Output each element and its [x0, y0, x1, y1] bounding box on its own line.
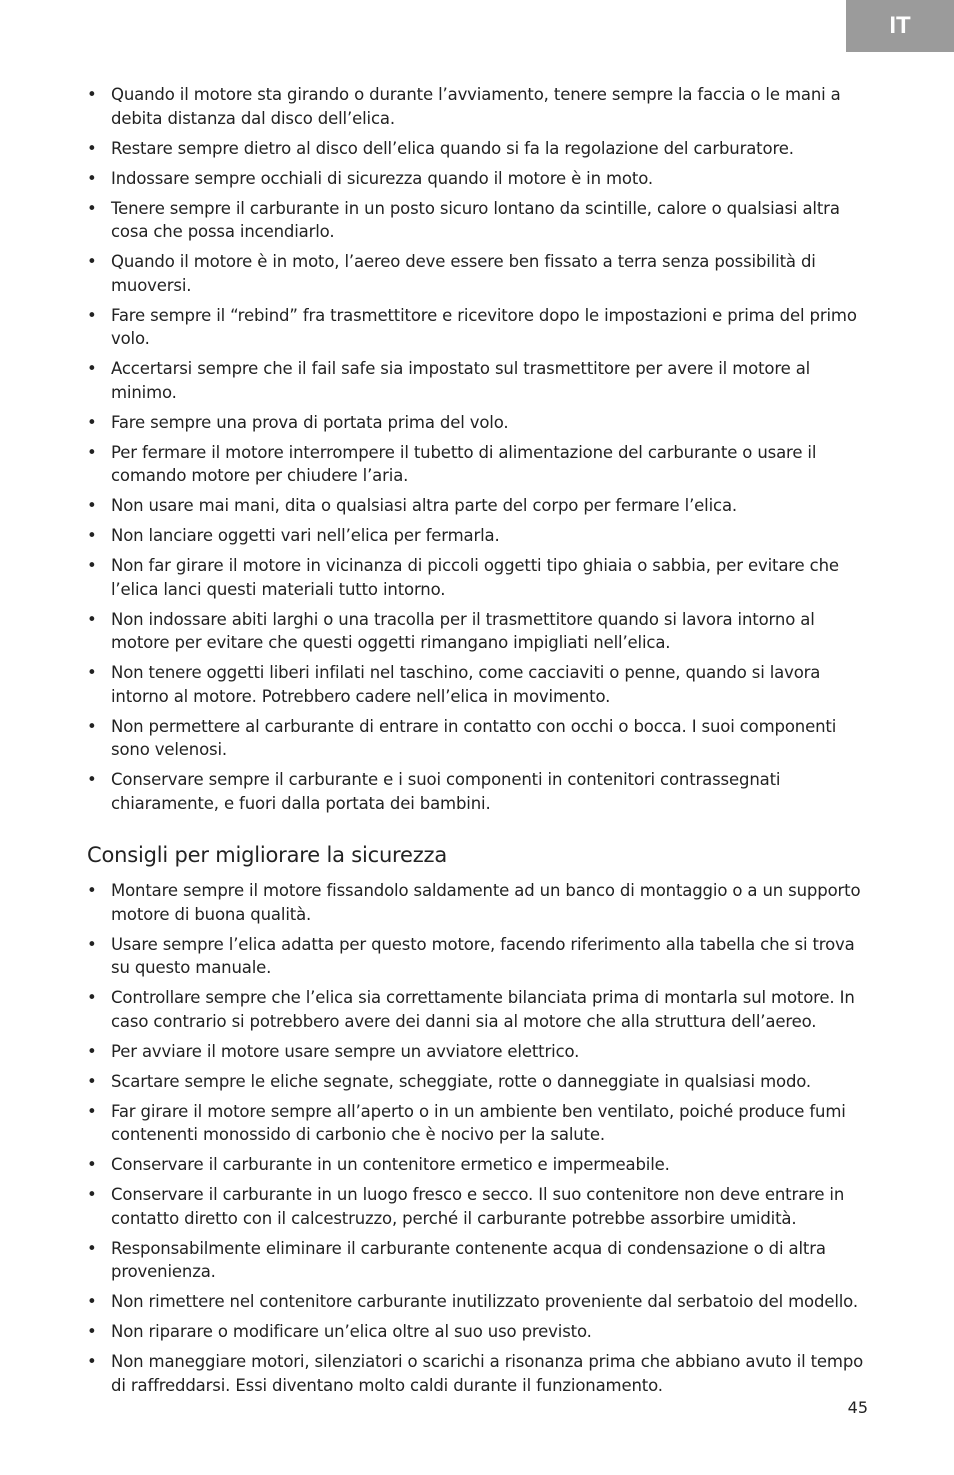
page-number: 45 [847, 1398, 868, 1417]
bullet-icon: • [87, 663, 97, 682]
bullet-icon: • [87, 1352, 97, 1371]
list-item-text: Conservare il carburante in un luogo fresco e secco. Il suo contenitore non deve entrare in contatto diretto con il calcestruzzo, perché il carburante potrebbe assorbire umidità. [111, 1185, 845, 1228]
list-item-text: Non rimettere nel contenitore carburante inutilizzato proveniente dal serbatoio del modello. [111, 1292, 858, 1311]
bullet-icon: • [87, 934, 97, 954]
list-item-text: Indossare sempre occhiali di sicurezza quando il motore è in moto. [111, 168, 653, 188]
list-item-text: Responsabilmente eliminare il carburante contenente acqua di condensazione o di altra provenienza. [111, 1238, 826, 1281]
list-item [87, 1320, 877, 1344]
bullet-icon: • [87, 1322, 97, 1341]
list-item [87, 1100, 877, 1147]
list-item [87, 411, 877, 435]
list-item [87, 524, 877, 548]
list-item-text: Fare sempre una prova di portata prima del volo. [111, 412, 509, 432]
list-item-text: Usare sempre l’elica adatta per questo motore, facendo riferimento alla tabella che si trova su questo manuale. [111, 934, 855, 977]
list-item-text: Conservare il carburante in un contenitore ermetico e impermeabile. [111, 1155, 670, 1174]
bullet-icon: • [87, 198, 97, 218]
page-content [87, 83, 877, 1404]
bullet-icon: • [87, 1185, 97, 1204]
list-item [87, 608, 877, 655]
list-item-text: Montare sempre il motore fissandolo saldamente ad un banco di montaggio o a un supporto motore di buona qualità. [111, 881, 861, 924]
list-item [87, 83, 877, 130]
bullet-icon: • [87, 442, 97, 462]
list-item [87, 715, 877, 762]
list-item-text: Quando il motore è in moto, l’aereo deve essere ben fissato a terra senza possibilità di muoversi. [111, 252, 816, 295]
list-item-text: Controllare sempre che l’elica sia correttamente bilanciata prima di montarla sul motore. In caso contrario si potrebbero avere dei danni sia al motore che alla struttura dell’aereo. [111, 988, 855, 1031]
list-item-text: Non riparare o modificare un’elica oltre al suo uso previsto. [111, 1322, 592, 1341]
bullet-icon: • [87, 1071, 97, 1091]
list-item-text: Quando il motore sta girando o durante l’avviamento, tenere sempre la faccia o le mani a debita distanza dal disco dell’elica. [111, 85, 841, 128]
bullet-icon: • [87, 988, 97, 1007]
list-item [87, 554, 877, 601]
list-item-text: Conservare sempre il carburante e i suoi componenti in contenitori contrassegnati chiaramente, e fuori dalla portata dei bambini. [111, 770, 781, 813]
section-heading: Consigli per migliorare la sicurezza [87, 843, 448, 867]
list-item-text: Non maneggiare motori, silenziatori o scarichi a risonanza prima che abbiano avuto il tempo di raffreddarsi. Essi diventano molto caldi durante il funzionamento. [111, 1352, 864, 1395]
list-item-text: Accertarsi sempre che il fail safe sia impostato sul trasmettitore per avere il motore al minimo. [111, 359, 811, 402]
bullet-icon: • [87, 716, 97, 736]
list-item-text: Restare sempre dietro al disco dell’elica quando si fa la regolazione del carburatore. [111, 138, 794, 158]
list-item [87, 494, 877, 518]
list-item [87, 661, 877, 708]
list-item [87, 441, 877, 488]
list-item-text: Tenere sempre il carburante in un posto sicuro lontano da scintille, calore o qualsiasi altra cosa che possa incendiarlo. [111, 198, 840, 241]
list-item [87, 304, 877, 351]
list-item [87, 768, 877, 815]
bullet-icon: • [87, 168, 97, 188]
bullet-icon: • [87, 85, 97, 104]
list-item [87, 357, 877, 404]
safety-tips-list [87, 879, 877, 1397]
bullet-icon: • [87, 305, 97, 325]
bullet-icon: • [87, 526, 97, 545]
list-item [87, 1290, 877, 1314]
bullet-icon: • [87, 1041, 97, 1061]
list-item-text: Scartare sempre le eliche segnate, scheggiate, rotte o danneggiate in qualsiasi modo. [111, 1071, 812, 1091]
list-item [87, 1183, 877, 1230]
list-item-text: Non far girare il motore in vicinanza di piccoli oggetti tipo ghiaia o sabbia, per evitare che l’elica lanci questi materiali tutto intorno. [111, 556, 839, 599]
list-item-text: Non tenere oggetti liberi infilati nel taschino, come cacciaviti o penne, quando si lavora intorno al motore. Potrebbero cadere nell’elica in movimento. [111, 663, 821, 706]
bullet-icon: • [87, 1155, 97, 1174]
list-item [87, 1040, 877, 1064]
list-item [87, 167, 877, 191]
list-item-text: Far girare il motore sempre all’aperto o in un ambiente ben ventilato, poiché produce fumi contenenti monossido di carbonio che è nocivo per la salute. [111, 1101, 846, 1144]
list-item-text: Per avviare il motore usare sempre un avviatore elettrico. [111, 1041, 580, 1061]
bullet-icon: • [87, 252, 97, 271]
bullet-icon: • [87, 412, 97, 432]
bullet-icon: • [87, 138, 97, 158]
bullet-icon: • [87, 770, 97, 789]
list-item-text: Non usare mai mani, dita o qualsiasi altra parte del corpo per fermare l’elica. [111, 496, 738, 515]
bullet-icon: • [87, 359, 97, 378]
list-item-text: Per fermare il motore interrompere il tubetto di alimentazione del carburante o usare il comando motore per chiudere l’aria. [111, 442, 817, 485]
language-tab: IT [846, 0, 954, 52]
list-item [87, 879, 877, 926]
bullet-icon: • [87, 609, 97, 629]
bullet-icon: • [87, 556, 97, 575]
list-item [87, 986, 877, 1033]
list-item-text: Fare sempre il “rebind” fra trasmettitore e ricevitore dopo le impostazioni e prima del primo volo. [111, 305, 857, 348]
list-item-text: Non permettere al carburante di entrare in contatto con occhi o bocca. I suoi componenti sono velenosi. [111, 716, 837, 759]
list-item [87, 933, 877, 980]
list-item-text: Non lanciare oggetti vari nell’elica per fermarla. [111, 526, 500, 545]
bullet-icon: • [87, 1292, 97, 1311]
bullet-icon: • [87, 1238, 97, 1258]
bullet-icon: • [87, 496, 97, 515]
bullet-icon: • [87, 1101, 97, 1121]
list-item [87, 1153, 877, 1177]
list-item [87, 137, 877, 161]
list-item [87, 1237, 877, 1284]
list-item [87, 197, 877, 244]
safety-list [87, 83, 877, 815]
list-item [87, 1350, 877, 1397]
list-item [87, 250, 877, 297]
list-item-text: Non indossare abiti larghi o una tracolla per il trasmettitore quando si lavora intorno al motore per evitare che questi oggetti rimangano impigliati nell’elica. [111, 609, 815, 652]
bullet-icon: • [87, 881, 97, 900]
list-item [87, 1070, 877, 1094]
